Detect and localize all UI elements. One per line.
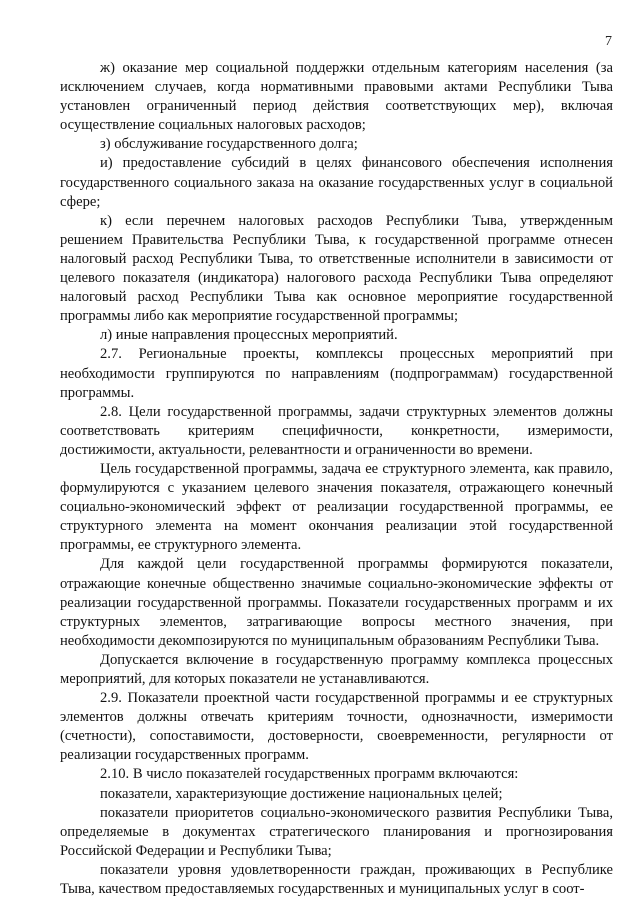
page-number: 7 (605, 34, 612, 49)
paragraph-i: и) предоставление субсидий в целях финансового обеспечения исполнения государственного социального заказа на оказание государственных услуг в социальной сфере; (60, 155, 613, 210)
paragraph-2-10: 2.10. В число показателей государственных программ включаются: (100, 766, 519, 783)
paragraph-allowed: Допускается включение в государственную программу комплекса процессных мероприятий, для которых показатели не устанавливаются. (60, 651, 613, 687)
paragraph-priorities: показатели приоритетов социально-экономического развития Республики Тыва, определяемые в документах стратегического планирования и прогнозирования Российской Федерации и Республики Тыва; (60, 804, 613, 859)
paragraph-l: л) иные направления процессных мероприятий. (100, 327, 398, 344)
paragraph-indicators: Для каждой цели государственной программы формируются показатели, отражающие конечные общественно значимые социально-экономические эффекты от реализации государственной программы. Показатели государственных программ и их структурных элементов, затрагивающие вопросы местного значения, при необходимости декомпозируются по муниципальным образованиям Республики Тыва. (60, 556, 613, 649)
paragraph-2-9: 2.9. Показатели проектной части государственной программы и ее структурных элементов должны отвечать критериям точности, однозначности, измеримости (счетности), сопоставимости, достоверности, своевременности, регулярности от реализации государственных программ. (60, 690, 613, 764)
paragraph-national-goals: показатели, характеризующие достижение национальных целей; (100, 785, 503, 802)
paragraph-satisfaction: показатели уровня удовлетворенности граждан, проживающих в Республике Тыва, качеством предоставляемых государственных и муниципальных услуг в соот- (60, 861, 613, 898)
paragraph-zh: ж) оказание мер социальной поддержки отдельным категориям населения (за исключением случаев, когда нормативными правовыми актами Республики Тыва установлен ограниченный период действия соответствующих мер), включая осуществление социальных налоговых расходов; (60, 60, 613, 134)
paragraph-k: к) если перечнем налоговых расходов Республики Тыва, утвержденным решением Правительства Республики Тыва, к государственной программе отнесен налоговый расход Республики Тыва, то ответственные исполнители в зависимости от целевого показателя (индикатора) налогового расхода Республики Тыва определяют налоговый расход Республики Тыва как основное мероприятие государственной программы либо как мероприятие государственной программы; (60, 212, 613, 325)
paragraph-2-8: 2.8. Цели государственной программы, задачи структурных элементов должны соответствовать критериям специфичности, конкретности, измеримости, достижимости, актуальности, релевантности и ограниченности во времени. (60, 403, 613, 458)
paragraph-goal: Цель государственной программы, задача ее структурного элемента, как правило, формулируются с указанием целевого значения показателя, отражающего конечный социально-экономический эффект от реализации государственной программы, ее структурного элемента на момент окончания реализации этой государственной программы, ее структурного элемента. (60, 460, 613, 554)
paragraph-z: з) обслуживание государственного долга; (100, 136, 358, 153)
document-body (60, 59, 613, 899)
paragraph-2-7: 2.7. Региональные проекты, комплексы процессных мероприятий при необходимости группируются по направлениям (подпрограммам) государственной программы. (60, 346, 613, 401)
